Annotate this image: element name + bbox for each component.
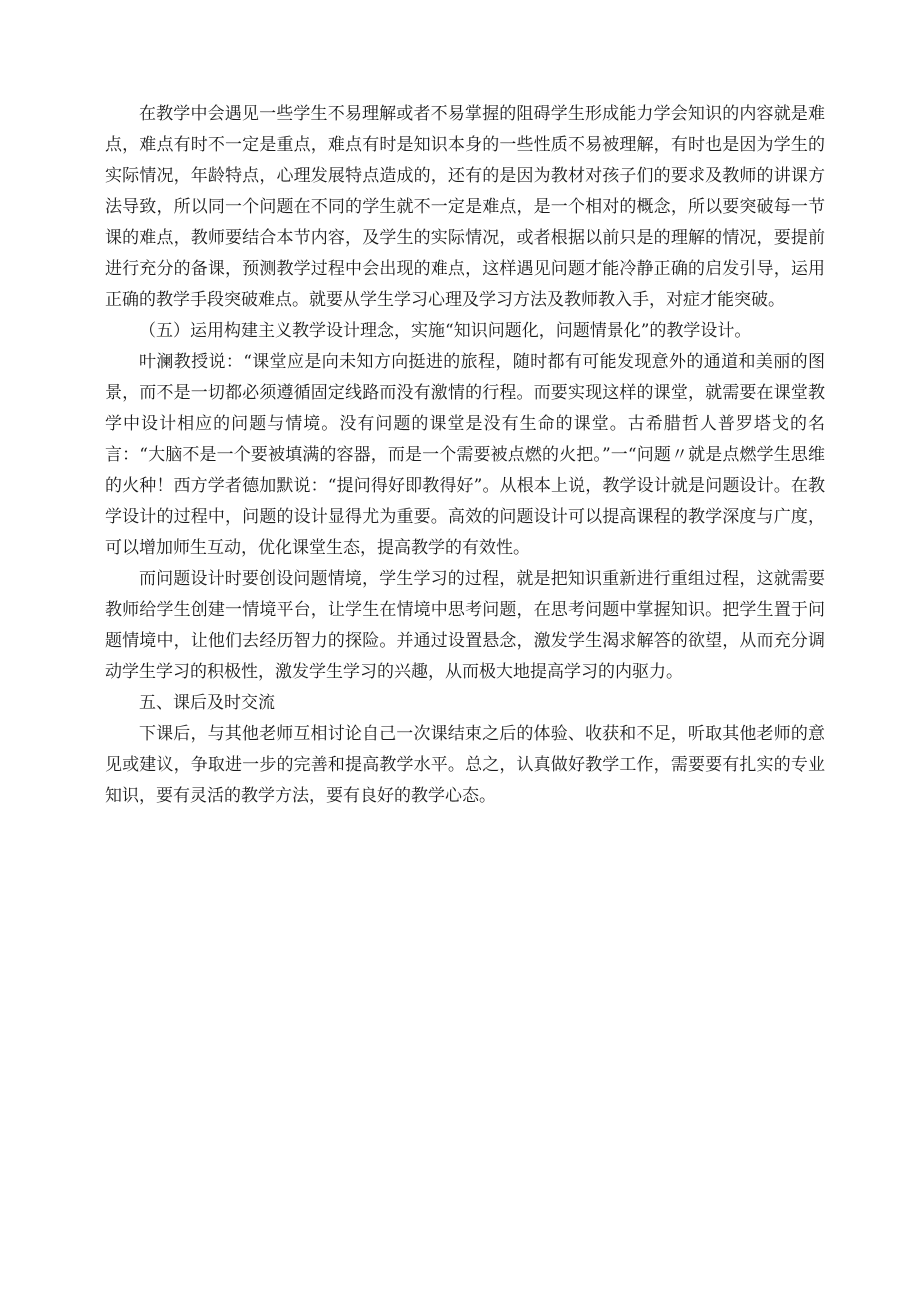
subsection-heading-five: （五）运用构建主义教学设计理念，实施“知识问题化，问题情景化”的教学设计。 xyxy=(139,321,752,341)
paragraph-difficulty: 在教学中会遇见一些学生不易理解或者不易掌握的阻碍学生形成能力学会知识的内容就是难点，难点有时不一定是重点，难点有时是知识本身的一些性质不易被理解，有时也是因为学生的实际情况，年龄特点，心理发展特点造成的，还有的是因为教材对孩子们的要求及教师的讲课方法导致，所以同一个问题在不同的学生就不一定是难点，是一个相对的概念，所以要突破每一节课的难点，教师要结合本节内容，及学生的实际情况，或者根据以前只是的理解的情况，要提前进行充分的备课，预测教学过程中会出现的难点，这样遇见问题才能冷静正确的启发引导，运用正确的教学手段突破难点。就要从学生学习心理及学习方法及教师教入手，对症才能突破。 xyxy=(105,104,825,310)
paragraph-problem-design: 而问题设计时要创设问题情境，学生学习的过程，就是把知识重新进行重组过程，这就需要教师给学生创建一情境平台，让学生在情境中思考问题，在思考问题中掌握知识。把学生置于问题情境中，让他们去经历智力的探险。并通过设置悬念，激发学生渴求解答的欲望，从而充分调动学生学习的积极性，激发学生学习的兴趣，从而极大地提高学习的内驱力。 xyxy=(105,569,825,682)
document-body xyxy=(105,99,825,812)
paragraph-ye-lan-quote: 叶澜教授说：“课堂应是向未知方向挺进的旅程，随时都有可能发现意外的通道和美丽的图景，而不是一切都必须遵循固定线路而没有激情的行程。而要实现这样的课堂，就需要在课堂教学中设计相应的问题与情境。没有问题的课堂是没有生命的课堂。古希腊哲人普罗塔戈的名言：“大脑不是一个要被填满的容器，而是一个需要被点燃的火把。”一“问题〃就是点燃学生思维的火种！西方学者德加默说：“提问得好即教得好”。从根本上说，教学设计就是问题设计。在教学设计的过程中，问题的设计显得尤为重要。高效的问题设计可以提高课程的教学深度与广度，可以增加师生互动，优化课堂生态，提高教学的有效性。 xyxy=(105,352,825,558)
section-heading-five: 五、课后及时交流 xyxy=(139,693,275,713)
paragraph-after-class: 下课后，与其他老师互相讨论自己一次课结束之后的体验、收获和不足，听取其他老师的意见或建议，争取进一步的完善和提高教学水平。总之，认真做好教学工作，需要要有扎实的专业知识，要有灵活的教学方法，要有良好的教学心态。 xyxy=(105,724,825,806)
